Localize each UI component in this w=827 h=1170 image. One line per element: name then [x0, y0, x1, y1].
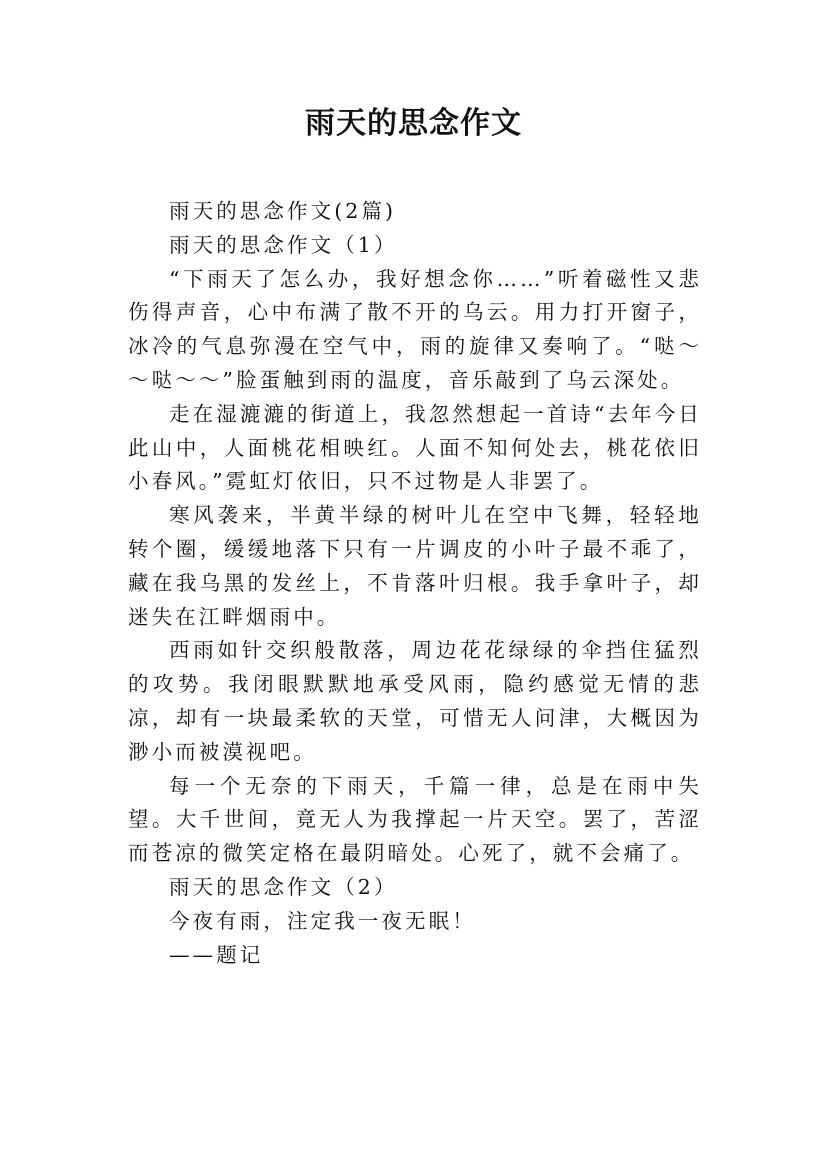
paragraph: 走在湿漉漉的街道上，我忽然想起一首诗“去年今日此山中，人面桃花相映红。人面不知何处去，桃花依旧小春风。”霓虹灯依旧，只不过物是人非罢了。 [128, 401, 702, 494]
paragraph: 寒风袭来，半黄半绿的树叶儿在空中飞舞，轻轻地转个圈，缓缓地落下只有一片调皮的小叶子最不乖了，藏在我乌黑的发丝上，不肯落叶归根。我手拿叶子，却迷失在江畔烟雨中。 [128, 503, 702, 629]
paragraph-essay-1-heading: 雨天的思念作文（1） [169, 232, 398, 257]
paragraph-collection-heading: 雨天的思念作文(2篇) [169, 199, 397, 223]
paragraph-essay-2-heading: 雨天的思念作文（2） [169, 874, 398, 899]
paragraph: 今夜有雨，注定我一夜无眠！ [169, 908, 476, 933]
paragraph: 西雨如针交织般散落，周边花花绿绿的伞挡住猛烈的攻势。我闭眼默默地承受风雨，隐约感觉无情的悲凉，却有一块最柔软的天堂，可惜无人问津，大概因为渺小而被漠视吧。 [128, 638, 702, 764]
document-title: 雨天的思念作文 [305, 106, 522, 141]
paragraph-epigraph-attribution: ——题记 [169, 942, 264, 967]
document-body [128, 195, 702, 972]
paragraph: 每一个无奈的下雨天，千篇一律，总是在雨中失望。大千世间，竟无人为我撑起一片天空。罢了，苦涩而苍凉的微笑定格在最阴暗处。心死了，就不会痛了。 [128, 773, 702, 866]
paragraph: “下雨天了怎么办，我好想念你……”听着磁性又悲伤得声音，心中布满了散不开的乌云。用力打开窗子，冰冷的气息弥漫在空气中，雨的旋律又奏响了。“哒～～哒～～”脸蛋触到雨的温度，音乐敲到了乌云深处。 [128, 266, 702, 392]
